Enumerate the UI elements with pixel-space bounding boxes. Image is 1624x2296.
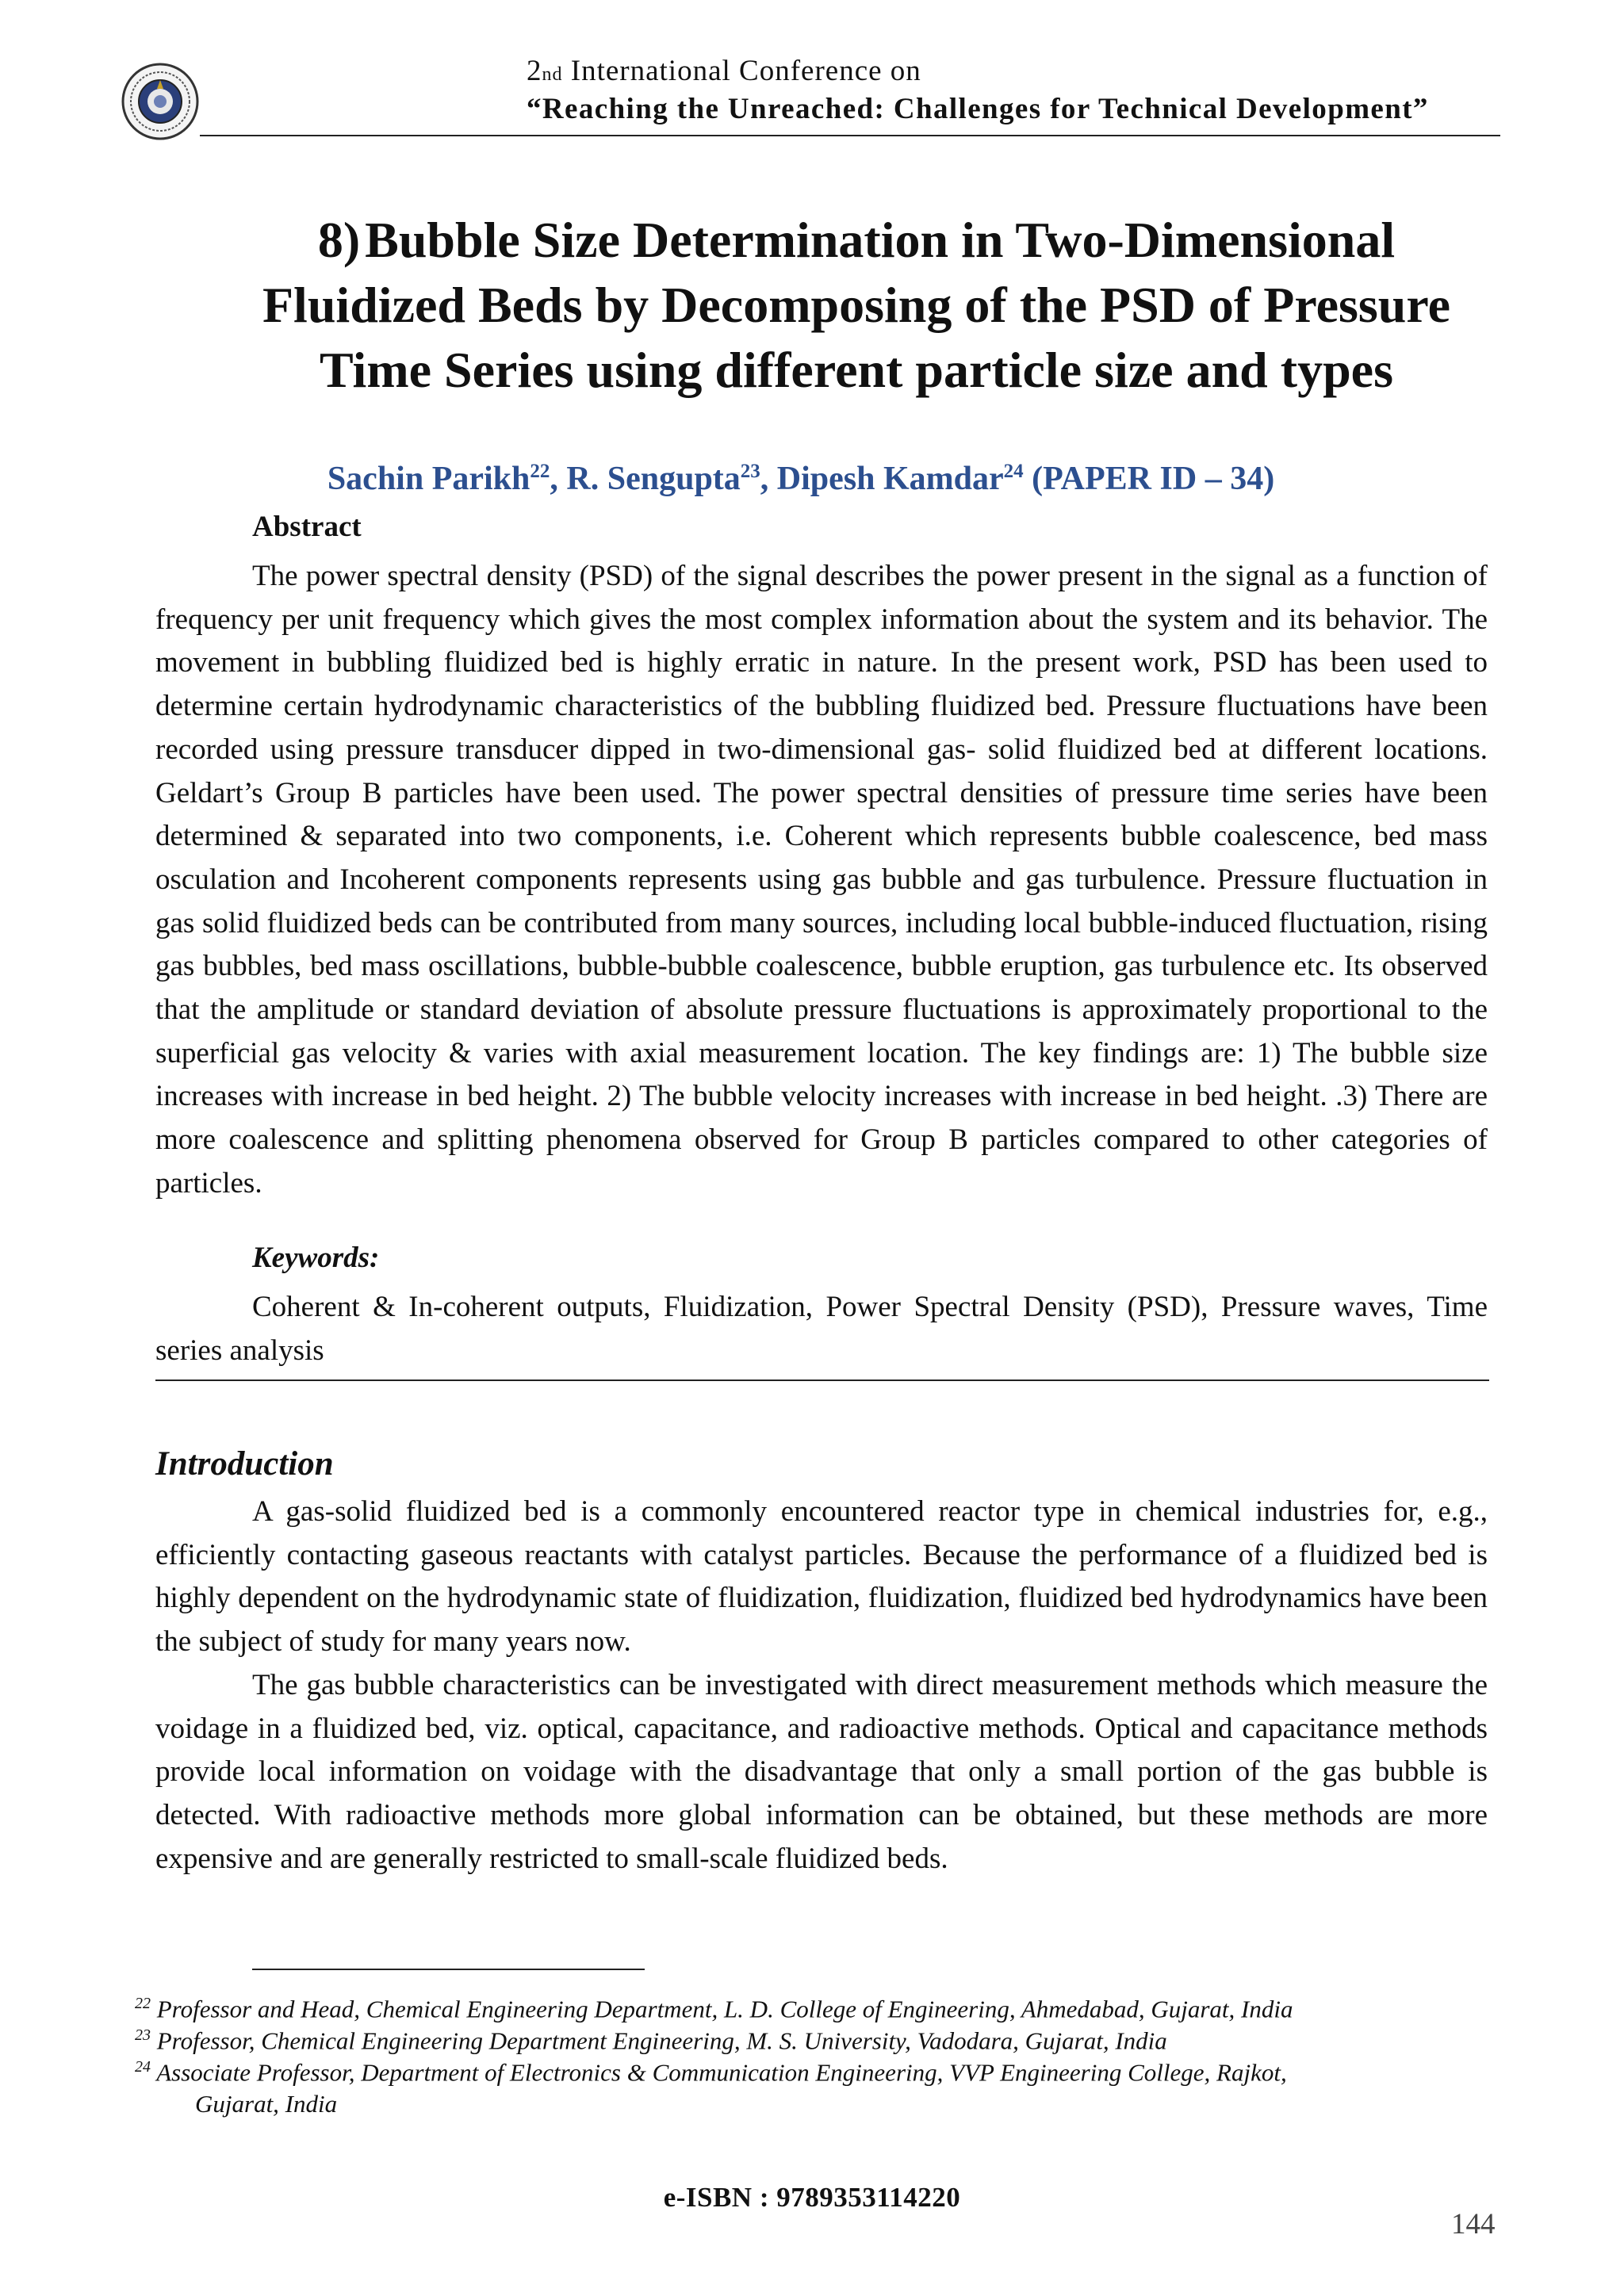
author-affiliation-mark: 24 bbox=[1003, 461, 1024, 482]
isbn: e-ISBN : 9789353114220 bbox=[663, 2182, 961, 2213]
institution-seal-icon bbox=[121, 62, 200, 141]
conference-name: 2nd International Conference on bbox=[527, 55, 921, 87]
footnote-23: $^{23}$ Professor, Chemical Engineering Department Engineering, M. S. University, Vadodara, Gujarat, India bbox=[135, 2026, 1167, 2055]
keywords-heading: Keywords: bbox=[252, 1242, 380, 1274]
page-number: 144 bbox=[1451, 2208, 1496, 2241]
introduction-heading: Introduction bbox=[155, 1445, 334, 1483]
footnote-rule bbox=[252, 1969, 645, 1970]
introduction-paragraph-1: A gas-solid fluidized bed is a commonly encountered reactor type in chemical industries for, e.g., efficiently contacting gaseous reactants with catalyst particles. Because the performance of a fluidized bed is highly dependent on the hydrodynamic state of fluidization, fluidization, fluidized bed hydrodynamics have been the subject of study for many years now. bbox=[155, 1495, 1488, 1659]
keywords-text: Coherent & In-coherent outputs, Fluidization, Power Spectral Density (PSD), Pressure waves, Time series analysis bbox=[155, 1291, 1488, 1367]
footnote-22: $^{22}$ Professor and Head, Chemical Engineering Department, L. D. College of Engineering, Ahmedabad, Gujarat, India bbox=[135, 1995, 1293, 2023]
conference-theme: “Reaching the Unreached: Challenges for Technical Development” bbox=[527, 93, 1429, 125]
paper-title: 8)Bubble Size Determination in Two-Dimensional Fluidized Beds by Decomposing of the PSD of Pressure Time Series using different particle size and types bbox=[262, 212, 1451, 398]
abstract-text: The power spectral density (PSD) of the signal describes the power present in the signal as a function of frequency per unit frequency which gives the most complex information about the system and its behavior. The movement in bubbling fluidized bed is highly erratic in nature. In the present work, PSD has been used to determine certain hydrodynamic characteristics of the bubbling fluidized bed. Pressure fluctuations have been recorded using pressure transducer dipped in two-dimensional gas- solid fluidized bed at different locations. Geldart’s Group B particles have been used. The power spectral densities of pressure time series have been determined & separated into two components, i.e. Coherent which represents bubble coalescence, bed mass osculation and Incoherent components represents using gas bubble and gas turbulence. Pressure fluctuation in gas solid fluidized beds can be contributed from many sources, including local bubble-induced fluctuation, rising gas bubbles, bed mass oscillations, bubble-bubble coalescence, bubble eruption, gas turbulence etc. Its observed that the amplitude or standard deviation of absolute pressure fluctuations is approximately proportional to the superficial gas velocity & varies with axial measurement location. The key findings are: 1) The bubble size increases with increase in bed height. 2) The bubble velocity increases with increase in bed height. .3) There are more coalescence and splitting phenomena observed for Group B particles compared to other categories of particles. bbox=[155, 560, 1488, 1200]
author-name: R. Sengupta bbox=[566, 461, 741, 497]
author-list bbox=[182, 460, 1419, 498]
author-separator: , bbox=[760, 461, 777, 497]
header-rule bbox=[200, 135, 1500, 136]
paper-id: (PAPER ID – 34) bbox=[1032, 461, 1275, 497]
paper-number: 8) bbox=[317, 212, 361, 268]
author-separator: , bbox=[550, 461, 567, 497]
author-affiliation-mark: 23 bbox=[740, 461, 760, 482]
author-affiliation-mark: 22 bbox=[530, 461, 550, 482]
author-name: Dipesh Kamdar bbox=[776, 461, 1004, 497]
footnote-24: $^{24}$ Associate Professor, Department of Electronics & Communication Engineering, VVP Engineering College, Rajkot, Gujarat, India bbox=[135, 2058, 1287, 2118]
introduction-paragraph-2: The gas bubble characteristics can be investigated with direct measurement methods which measure the voidage in a fluidized bed, viz. optical, capacitance, and radioactive methods. Optical and capacitance methods provide local information on voidage with the disadvantage that only a small portion of the gas bubble is detected. With radioactive methods more global information can be obtained, but these methods are more expensive and are generally restricted to small-scale fluidized beds. bbox=[155, 1669, 1488, 1875]
section-rule bbox=[155, 1380, 1489, 1381]
abstract-heading: Abstract bbox=[252, 511, 362, 543]
author-separator bbox=[1024, 461, 1032, 497]
author-name: Sachin Parikh bbox=[327, 461, 530, 497]
